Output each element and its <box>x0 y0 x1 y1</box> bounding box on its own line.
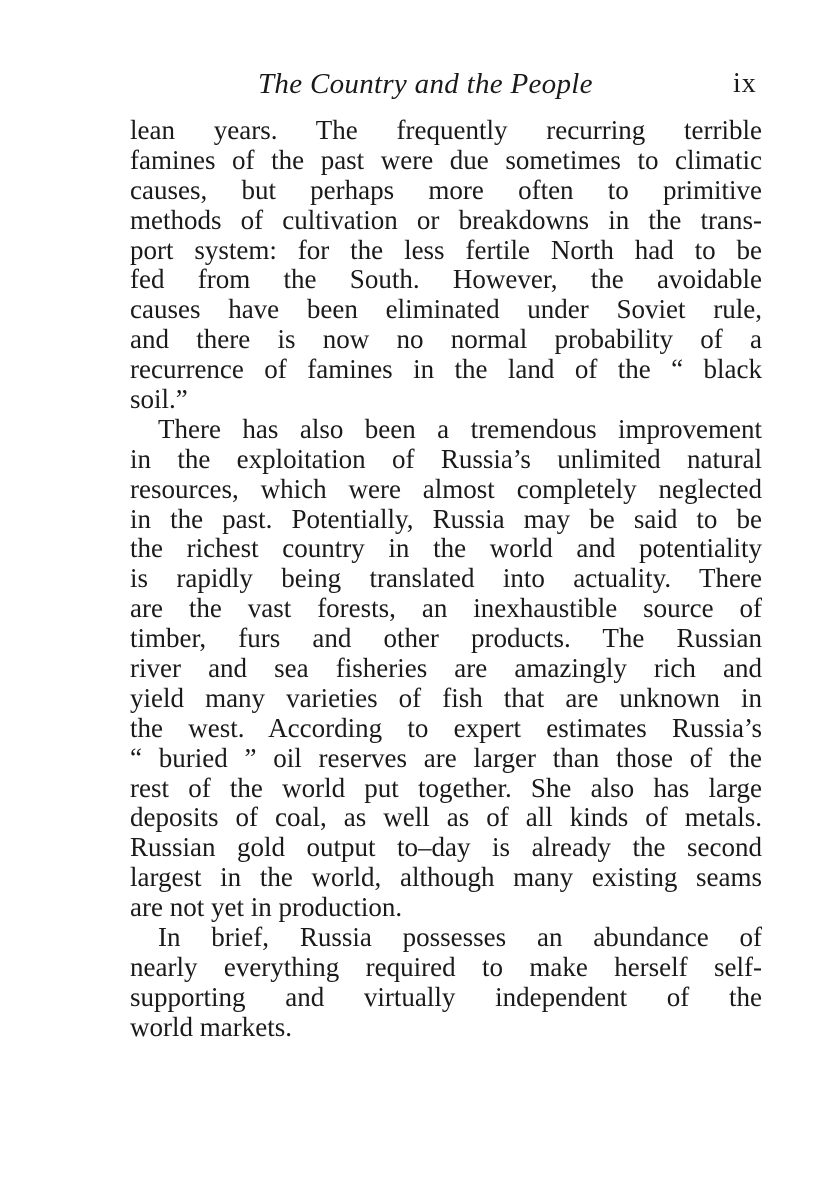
text-line: causes, but perhaps more often to primitive <box>130 174 762 205</box>
text-line: the west. According to expert estimates Russia’s <box>130 712 762 743</box>
text-line: methods of cultivation or breakdowns in the trans- <box>130 204 762 235</box>
paragraph-3 <box>130 923 762 1043</box>
text-line: “ buried ” oil reserves are larger than those of the <box>130 742 762 773</box>
paragraph-2 <box>130 415 762 923</box>
paragraph-1 <box>130 116 762 415</box>
text-line: In brief, Russia possesses an abundance of <box>158 922 762 953</box>
page-number: ix <box>733 68 757 99</box>
text-line: causes have been eliminated under Soviet rule, <box>130 294 762 325</box>
text-line: famines of the past were due sometimes to climatic <box>130 144 762 175</box>
text-line: and there is now no normal probability of a <box>130 324 762 355</box>
running-head <box>0 68 840 108</box>
text-line: resources, which were almost completely neglected <box>130 473 762 504</box>
body-text <box>130 116 762 1043</box>
text-line: the richest country in the world and potentiality <box>130 533 762 564</box>
text-line: lean years. The frequently recurring terrible <box>130 115 762 145</box>
text-line: in the past. Potentially, Russia may be said to be <box>130 503 762 534</box>
text-line: in the exploitation of Russia’s unlimited natural <box>130 443 762 474</box>
text-line: nearly everything required to make herself self- <box>130 951 762 982</box>
text-line: There has also been a tremendous improvement <box>158 413 762 444</box>
text-line: are not yet in production. <box>130 892 403 923</box>
text-line: soil.” <box>130 384 188 415</box>
text-line: fed from the South. However, the avoidable <box>130 264 762 295</box>
text-line: port system: for the less fertile North had to be <box>130 234 762 265</box>
text-line: yield many varieties of fish that are unknown in <box>130 682 762 713</box>
text-line: river and sea fisheries are amazingly rich and <box>130 653 762 684</box>
text-line: Russian gold output to–day is already the second <box>130 832 762 863</box>
text-line: deposits of coal, as well as of all kinds of metals. <box>130 802 762 833</box>
text-line: timber, furs and other products. The Russian <box>130 623 762 654</box>
text-line: world markets. <box>130 1011 292 1042</box>
text-line: recurrence of famines in the land of the “ black <box>130 354 762 385</box>
text-line: are the vast forests, an inexhaustible source of <box>130 593 762 624</box>
text-line: largest in the world, although many existing seams <box>130 862 762 893</box>
text-line: is rapidly being translated into actuality. There <box>130 563 762 594</box>
text-line: rest of the world put together. She also has large <box>130 772 762 803</box>
text-line: supporting and virtually independent of the <box>130 981 762 1012</box>
running-title: The Country and the People <box>258 68 593 100</box>
